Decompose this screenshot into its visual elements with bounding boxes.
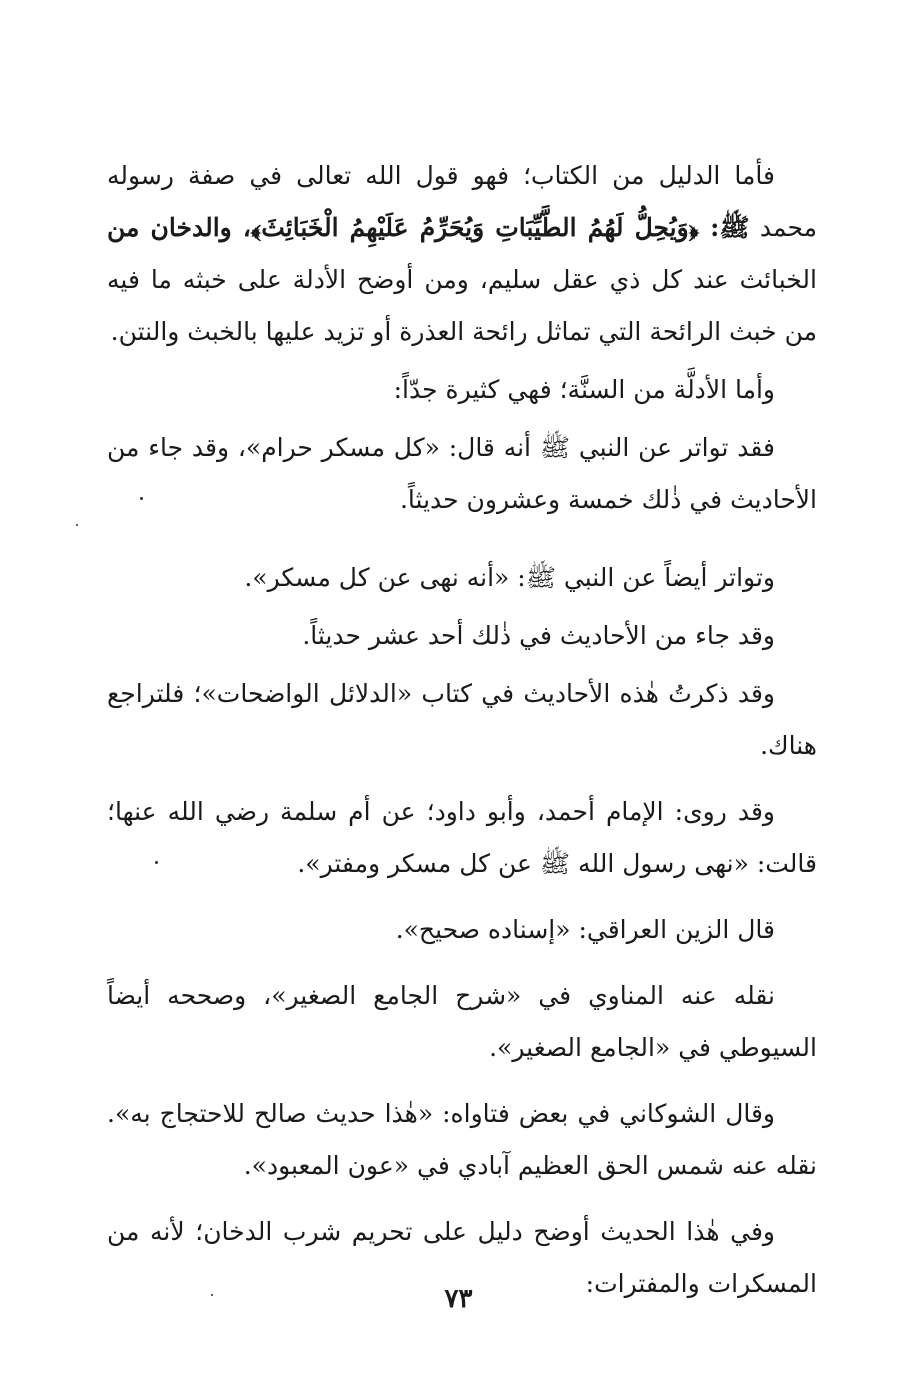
- text-line: وقال الشوكاني في بعض فتاواه: «هٰذا حديث صالح للاحتجاج به».: [107, 1099, 775, 1128]
- text-line: المسكرات والمفترات:: [585, 1269, 817, 1298]
- paragraph-book-reference: [107, 668, 817, 772]
- text-line: قال الزين العراقي: «إسناده صحيح».: [395, 915, 775, 944]
- quran-verse-line: ﷺ: ﴿وَيُحِلُّ لَهُمُ الطَّيِّبَاتِ وَيُحَرِّمُ عَلَيْهِمُ الْخَبَائِثَ﴾، والدخان من: [107, 213, 750, 242]
- text-line: وقد جاء من الأحاديث في ذٰلك أحد عشر حديثاً.: [302, 621, 775, 650]
- paragraph-eleven-hadith: [107, 610, 817, 662]
- text-line: فأما الدليل من الكتاب؛ فهو قول الله تعالى في صفة رسوله محمد: [107, 161, 817, 242]
- paragraph-shawkani: [107, 1088, 817, 1192]
- paragraph-quran-evidence: [107, 150, 817, 358]
- text-line: نقله عنه شمس الحق العظيم آبادي في «عون المعبود».: [243, 1151, 817, 1180]
- text-line: هناك.: [760, 731, 817, 760]
- text-line: نقله عنه المناوي في «شرح الجامع الصغير»، وصححه أيضاً: [107, 981, 775, 1010]
- scan-speck: [76, 524, 78, 526]
- page-body: [107, 150, 817, 1310]
- text-line: وقد روى: الإمام أحمد، وأبو داود؛ عن أم سلمة رضي الله عنها؛: [107, 797, 775, 826]
- scan-speck: [140, 497, 143, 500]
- paragraph-forbade-intoxicant: [107, 552, 817, 604]
- page-number: ٧٣: [444, 1284, 473, 1314]
- paragraph-munawi: [107, 970, 817, 1074]
- text-line: الخبائث عند كل ذي عقل سليم، ومن أوضح الأدلة على خبثه ما فيه من: [107, 265, 817, 346]
- paragraph-iraqi-grading: [107, 904, 817, 956]
- text-line: الأحاديث في ذٰلك خمسة وعشرون حديثاً.: [399, 485, 817, 514]
- paragraph-sunnah-intro: [107, 364, 817, 416]
- text-line: وفي هٰذا الحديث أوضح دليل على تحريم شرب الدخان؛ لأنه من: [107, 1217, 775, 1246]
- text-line: خبث الرائحة التي تماثل رائحة العذرة أو تزيد عليها بالخبث والنتن.: [110, 317, 777, 346]
- paragraph-umm-salama: [107, 786, 817, 890]
- scan-speck: [155, 861, 158, 864]
- text-line: فقد تواتر عن النبي ﷺ أنه قال: «كل مسكر حرام»، وقد جاء من: [107, 433, 775, 462]
- text-line: وتواتر أيضاً عن النبي ﷺ: «أنه نهى عن كل مسكر».: [244, 563, 775, 592]
- text-line: وقد ذكرتُ هٰذه الأحاديث في كتاب «الدلائل الواضحات»؛ فلتراجع: [107, 679, 775, 708]
- paragraph-every-intoxicant: [107, 422, 817, 526]
- text-line: قالت: «نهى رسول الله ﷺ عن كل مسكر ومفتر».: [297, 849, 817, 878]
- text-line: وأما الأدلَّة من السنَّة؛ فهي كثيرة جدّاً:: [393, 375, 775, 404]
- scan-speck: [211, 1294, 213, 1296]
- text-line: السيوطي في «الجامع الصغير».: [489, 1033, 817, 1062]
